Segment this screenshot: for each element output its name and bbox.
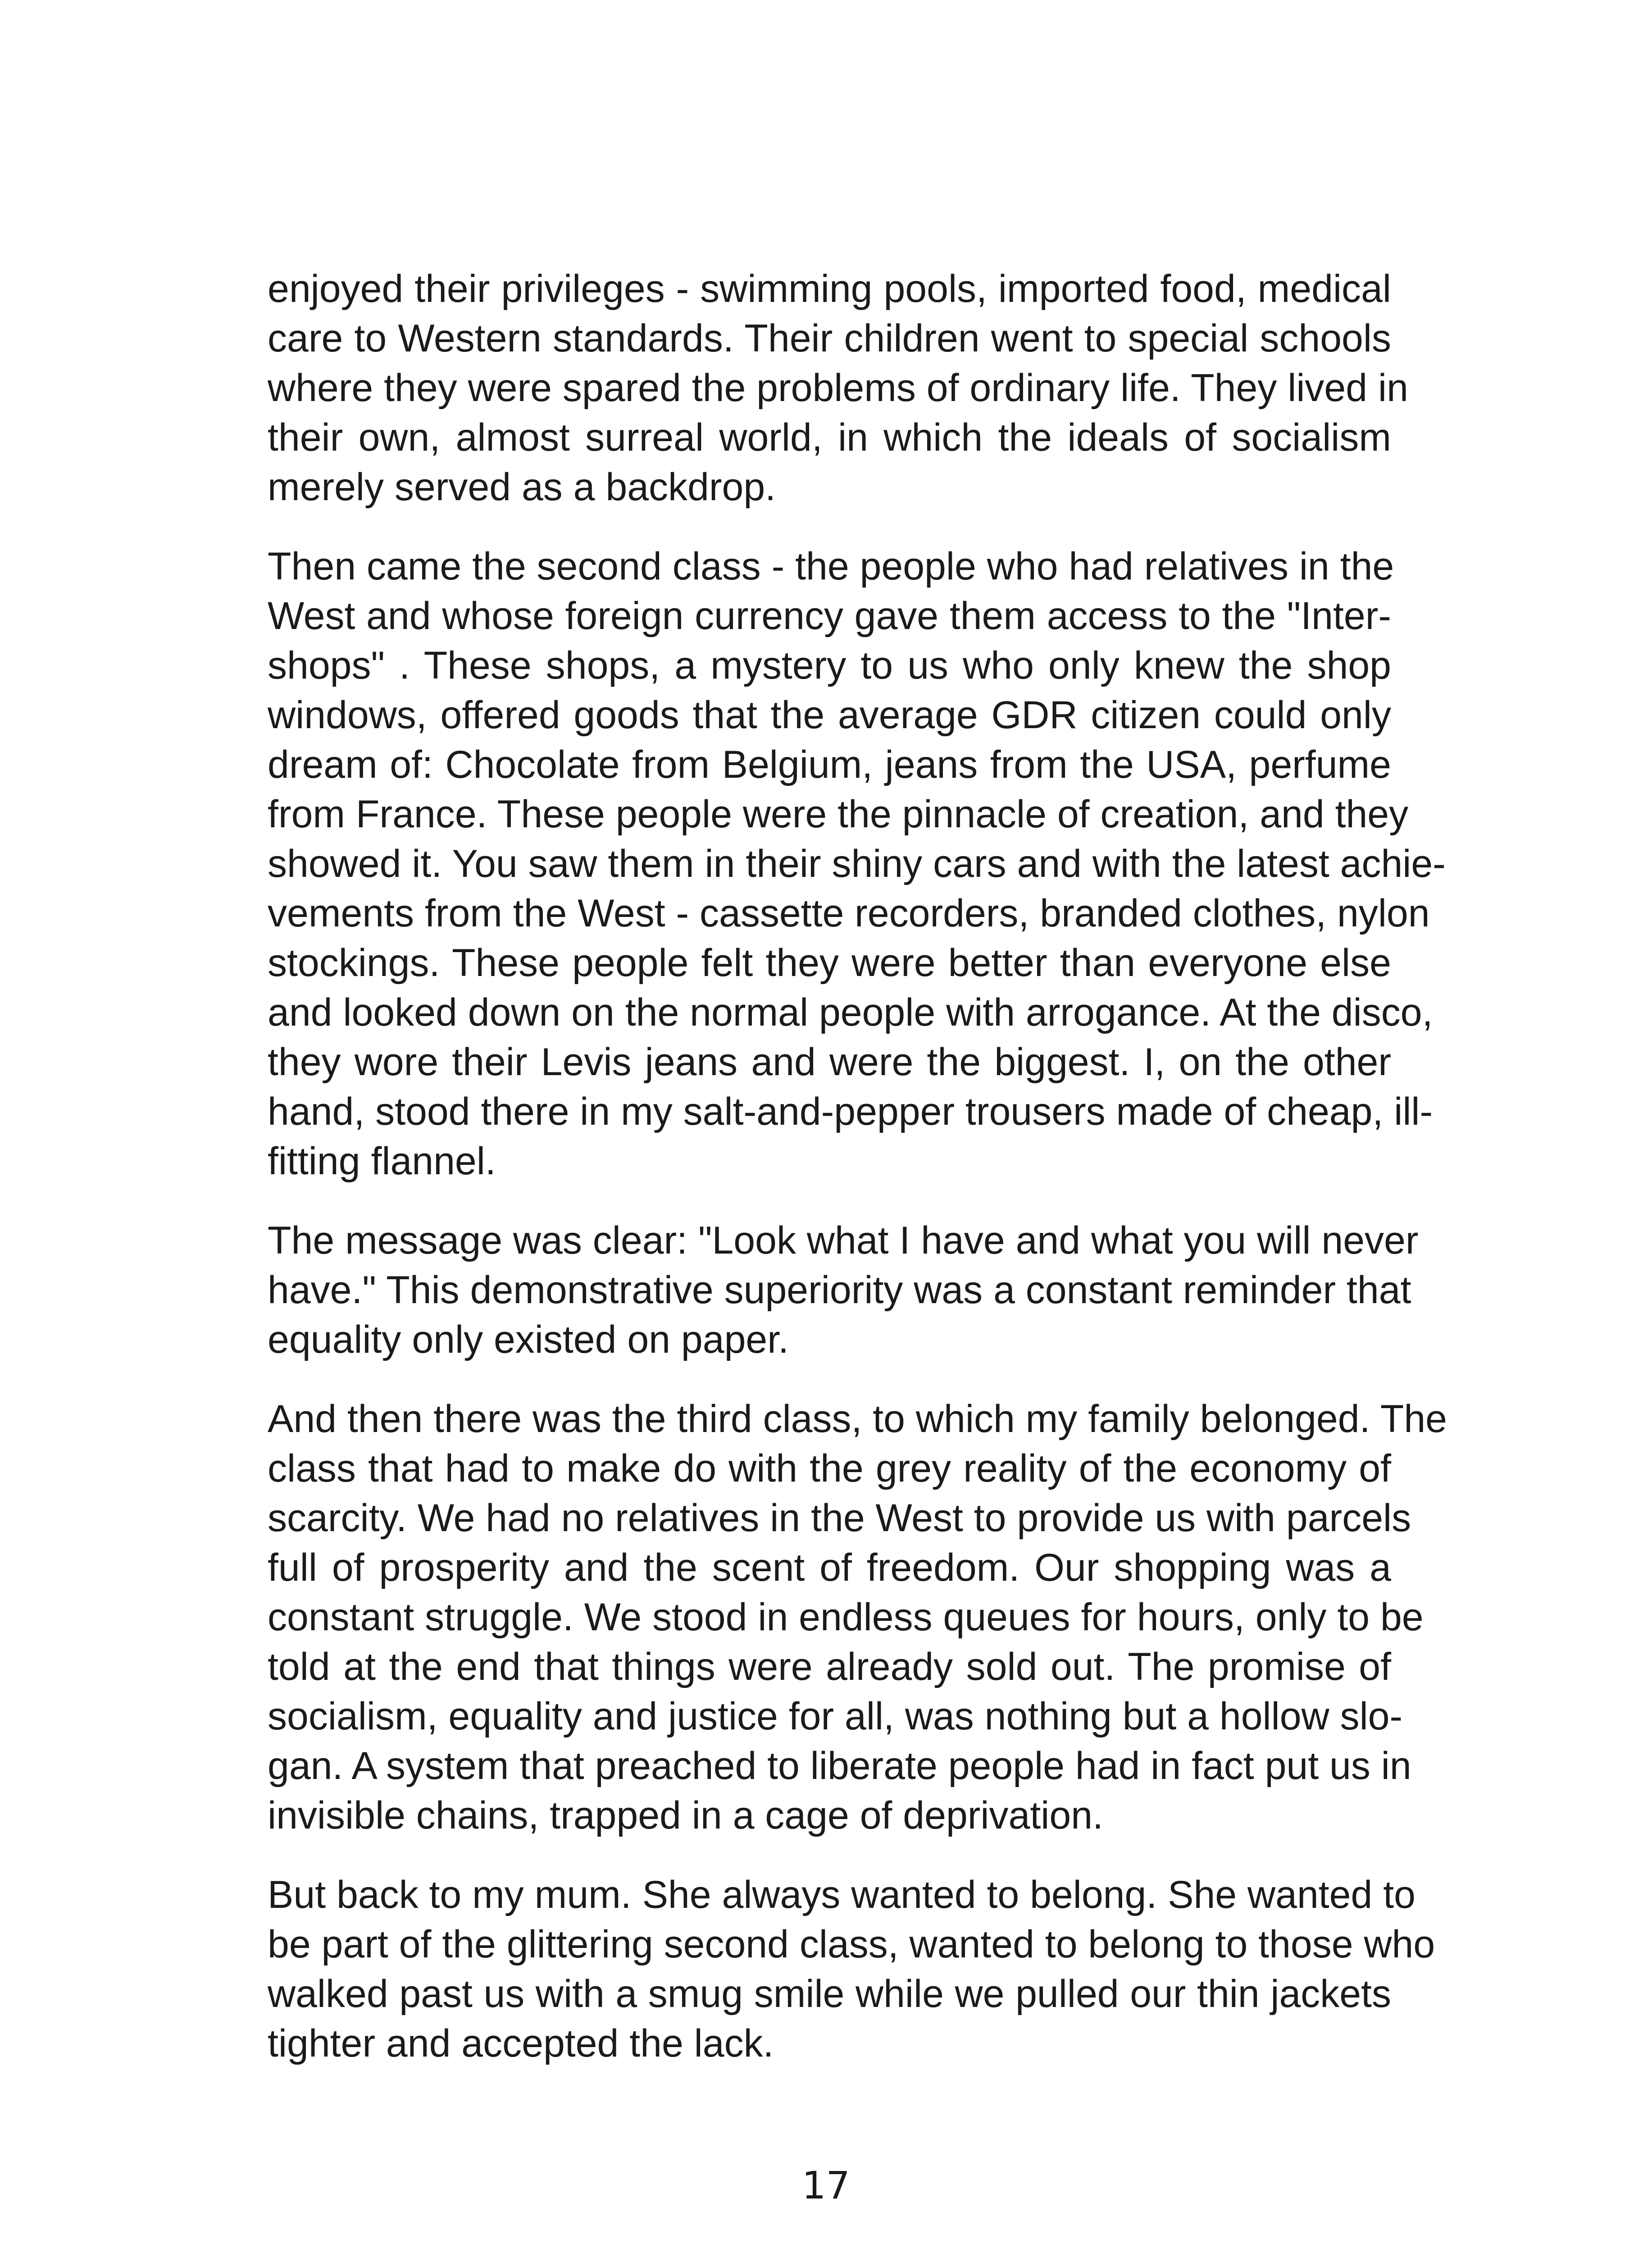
- text-line: they wore their Levis jeans and were the biggest. I, on the other: [268, 1040, 1391, 1084]
- paragraph: [268, 542, 1446, 1186]
- text-line: shops" . These shops, a mystery to us who only knew the shop: [268, 644, 1391, 687]
- paragraph: [268, 1870, 1435, 2068]
- text-line: dream of: Chocolate from Belgium, jeans from the USA, perfume: [268, 743, 1391, 786]
- text-line: enjoyed their privileges - swimming pools, imported food, medical: [268, 267, 1391, 310]
- text-line: stockings. These people felt they were better than everyone else: [268, 941, 1391, 985]
- text-line: hand, stood there in my salt-and-pepper trousers made of cheap, ill-: [268, 1090, 1433, 1133]
- text-line: from France. These people were the pinnacle of creation, and they: [268, 793, 1409, 836]
- text-line: care to Western standards. Their children went to special schools: [268, 317, 1391, 360]
- text-line: where they were spared the problems of ordinary life. They lived in: [268, 366, 1408, 410]
- paragraph: [268, 264, 1408, 512]
- text-line: invisible chains, trapped in a cage of deprivation.: [268, 1794, 1103, 1837]
- text-line: And then there was the third class, to which my family belonged. The: [268, 1397, 1447, 1441]
- body-text: [268, 264, 1447, 2098]
- text-line: constant struggle. We stood in endless queues for hours, only to be: [268, 1596, 1424, 1639]
- text-line: tighter and accepted the lack.: [268, 2022, 774, 2065]
- text-line: socialism, equality and justice for all, was nothing but a hollow slo-: [268, 1695, 1403, 1738]
- text-line: Then came the second class - the people who had relatives in the: [268, 545, 1394, 588]
- text-line: class that had to make do with the grey reality of the economy of: [268, 1447, 1391, 1490]
- text-line: vements from the West - cassette recorders, branded clothes, nylon: [268, 892, 1430, 935]
- text-line: told at the end that things were already sold out. The promise of: [268, 1645, 1391, 1688]
- text-line: merely served as a backdrop.: [268, 465, 776, 509]
- text-line: and looked down on the normal people with arrogance. At the disco,: [268, 991, 1433, 1034]
- text-line: equality only existed on paper.: [268, 1318, 789, 1361]
- text-line: West and whose foreign currency gave them access to the "Inter-: [268, 594, 1391, 638]
- text-line: walked past us with a smug smile while we pulled our thin jackets: [268, 1972, 1391, 2016]
- text-line: have." This demonstrative superiority was a constant reminder that: [268, 1268, 1411, 1312]
- paragraph: [268, 1216, 1419, 1364]
- text-line: scarcity. We had no relatives in the West to provide us with parcels: [268, 1496, 1411, 1540]
- text-line: showed it. You saw them in their shiny cars and with the latest achie-: [268, 842, 1446, 885]
- text-line: be part of the glittering second class, wanted to belong to those who: [268, 1923, 1435, 1966]
- text-line: full of prosperity and the scent of freedom. Our shopping was a: [268, 1546, 1391, 1589]
- page-number: 17: [802, 2163, 850, 2207]
- text-line: But back to my mum. She always wanted to belong. She wanted to: [268, 1873, 1415, 1916]
- paragraph: [268, 1394, 1447, 1840]
- text-line: gan. A system that preached to liberate people had in fact put us in: [268, 1744, 1411, 1788]
- text-line: fitting flannel.: [268, 1140, 496, 1183]
- text-line: their own, almost surreal world, in which the ideals of socialism: [268, 416, 1391, 459]
- text-line: The message was clear: "Look what I have and what you will never: [268, 1219, 1419, 1262]
- text-line: windows, offered goods that the average GDR citizen could only: [268, 693, 1391, 737]
